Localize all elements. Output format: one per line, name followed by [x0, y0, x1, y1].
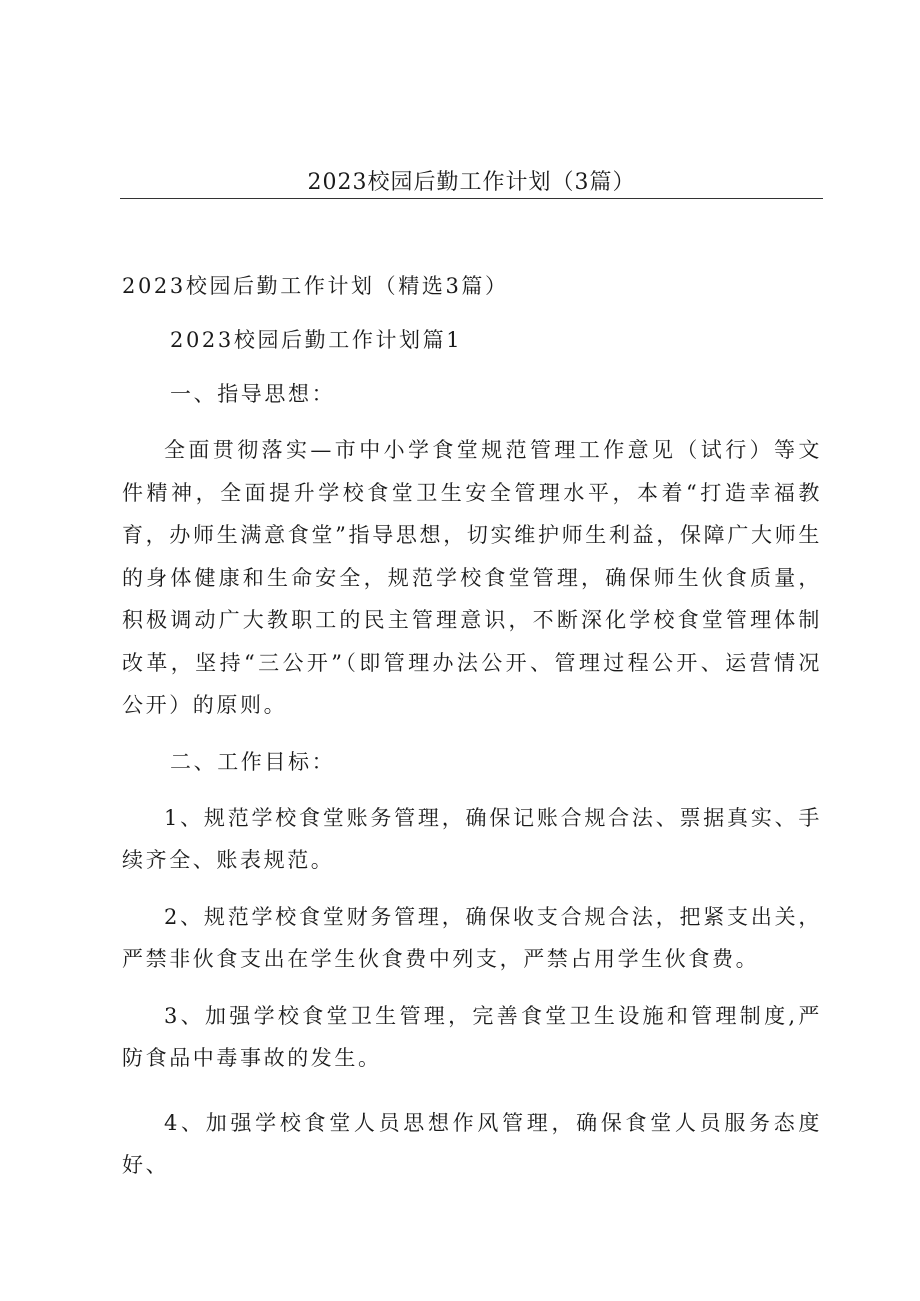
goal-item-3: 3、加强学校食堂卫生管理，完善食堂卫生设施和管理制度,严防食品中毒事故的发生。	[122, 1003, 822, 1070]
section-heading: 2023校园后勤工作计划篇1	[170, 328, 463, 352]
document-body	[122, 265, 822, 1187]
document-title: 2023校园后勤工作计划（3篇）	[307, 170, 636, 195]
title-underline	[120, 198, 823, 199]
part2-heading: 二、工作目标：	[170, 749, 336, 774]
goal-item-4: 4、加强学校食堂人员思想作风管理，确保食堂人员服务态度好、	[122, 1110, 822, 1177]
goal-item-2: 2、规范学校食堂财务管理，确保收支合规合法，把紧支出关，严禁非伙食支出在学生伙食费中列支，严禁占用学生伙食费。	[122, 904, 822, 971]
subtitle: 2023校园后勤工作计划（精选3篇）	[122, 274, 509, 298]
goal-item-1: 1、规范学校食堂账务管理，确保记账合规合法、票据真实、手续齐全、账表规范。	[122, 805, 822, 872]
part1-paragraph: 全面贯彻落实—市中小学食堂规范管理工作意见（试行）等文件精神，全面提升学校食堂卫生安全管理水平，本着“打造幸福教育，办师生满意食堂”指导思想，切实维护师生利益，保障广大师生的身体健康和生命安全，规范学校食堂管理，确保师生伙食质量，积极调动广大教职工的民主管理意识，不断深化学校食堂管理体制改革，坚持“三公开”（即管理办法公开、管理过程公开、运营情况公开）的原则。	[122, 438, 822, 717]
part1-heading: 一、指导思想：	[170, 382, 336, 406]
